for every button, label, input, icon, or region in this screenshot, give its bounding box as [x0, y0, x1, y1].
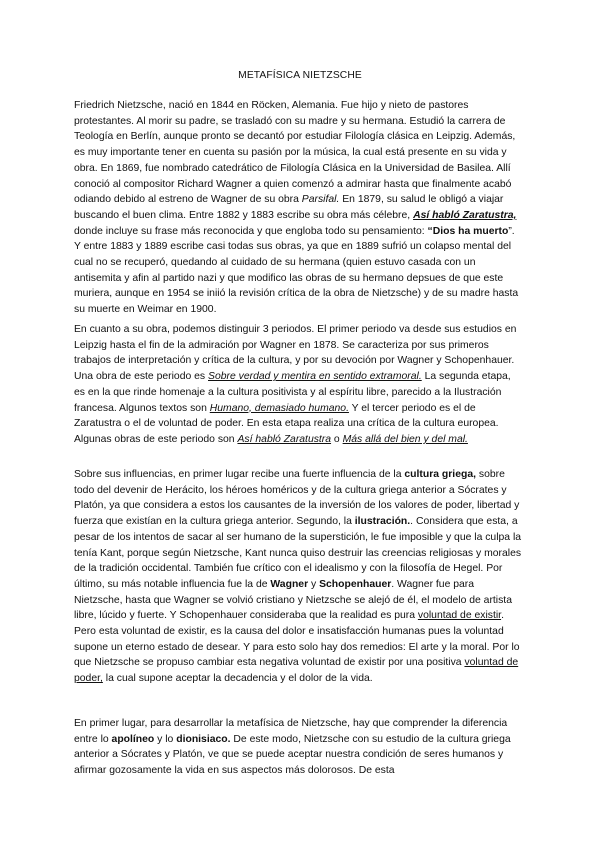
biography-text-3: donde incluye su frase más reconocida y que engloba todo su pensamiento: — [74, 225, 428, 237]
influences-text-7: la cual supone aceptar la decadencia y el dolor de la vida. — [102, 673, 373, 685]
influences-text-5: . Wagner fue para Nietzsche, hasta que Wagner se volvió cristiano y Nietzsche se alejó de él, el modelo de artista libre, lúcido y fuerte. Y Schopenhauer consideraba que la realidad es pura — [74, 578, 512, 622]
zaratustra-title: Así habló Zaratustra, — [413, 209, 517, 221]
periods-text-4: o — [331, 433, 343, 445]
influences-text-1: Sobre sus influencias, en primer lugar recibe una fuerte influencia de la — [74, 469, 405, 480]
biography-text-1: Friedrich Nietzsche, nació en 1844 en Röcken, Alemania. Fue hijo y nieto de pastores protestantes. Al morir su padre, se trasladó con su madre y su hermana. Estudió la carrera de Teología en Berlín, aunque pronto se decantó por estudiar Filología clásica en Leipzig. Además, es muy importante tener en cuenta su pasión por la música, la cual está presente en su vida y obra. En 1869, fue nombrado catedrático de Filología Clásica en la Universidad de Basilea. Allí conoció al compositor Richard Wagner a quien comenzó a admirar hasta que finalmente acabó odiando debido al estreno de Wagner de su obra — [74, 100, 516, 206]
paragraph-metaphysics — [74, 716, 524, 779]
metaphysics-text-3: De este modo, Nietzsche con su estudio de la cultura griega anterior a Sócrates y Platón, ve que se puede aceptar nuestra condición de seres humanos y afirmar gozosamente la vida en sus aspectos más dolorosos. De esta — [74, 733, 511, 777]
term-cultura-griega: cultura griega, — [404, 469, 476, 480]
term-voluntad-de-poder: voluntad de poder, — [74, 657, 519, 685]
paragraph-biography — [74, 98, 524, 318]
document-title: METAFÍSICA NIETZSCHE — [238, 70, 362, 81]
work-asi-hablo-zaratustra: Así habló Zaratustra — [237, 433, 332, 445]
metaphysics-text-1: En primer lugar, para desarrollar la metafísica de Nietzsche, hay que comprender la diferencia entre lo — [74, 718, 508, 745]
influences-text-6: . Pero esta voluntad de existir, es la causa del dolor e insatisfacción humanas pues la voluntad supone un eterno estado de desear. Y para esto solo hay dos remedios: El arte y la moral. Por lo que Nietzsche se propuso cambiar esta negativa voluntad de existir por una positiva — [74, 610, 520, 669]
term-dionisiaco: dionisiaco. — [176, 733, 231, 745]
biography-text-4: ”. Y entre 1883 y 1889 escribe casi todas sus obras, ya que en 1889 sufrió un colapso mental del cual no se recuperó, quedando al cuidado de su hermana (quien estuvo casada con un antisemita y afin al partido nazi y que modifico las obras de su hermano depsues de que este muriera, aunque en 1954 se iniió la revisión crítica de la obra de Nietzsche) y de su madre hasta su muerte en Weimar en 1900. — [74, 225, 519, 316]
biography-text-2: En 1879, su salud le obligó a viajar buscando el buen clima. Entre 1882 y 1883 escribe su obra más célebre, — [74, 194, 504, 221]
periods-text-3: Y el tercer periodo es el de Zaratustra o el de voluntad de poder. En esta etapa realiza una crítica de la cultura europea. Algunas obras de este periodo son — [74, 402, 499, 445]
term-voluntad-de-existir: voluntad de existir — [417, 610, 502, 622]
periods-text-1: En cuanto a su obra, podemos distinguir 3 periodos. El primer periodo va desde sus estudios en Leipzig hasta el fin de la admiración por Wagner en 1878. Se caracteriza por sus primeros trabajos de interpretación y crítica de la cultura, y por su devoción por Wagner y Schopenhauer. Una obra de este periodo es — [74, 324, 517, 383]
periods-text-2: La segunda etapa, es en la que rinde homenaje a la cultura positivista y al espíritu libre, parecido a la Ilustración francesa. Algunos textos son — [74, 371, 511, 414]
dios-ha-muerto-quote: “Dios ha muerto — [427, 225, 509, 237]
work-humano-demasiado-humano: Humano, demasiado humano. — [209, 402, 349, 414]
paragraph-periods — [74, 322, 524, 448]
term-schopenhauer: Schopenhauer — [319, 578, 392, 590]
influences-text-2: sobre todo del devenir de Herácito, los héroes homéricos y de la cultura griega anterior a Sócrates y Platón, ya que considera a estos los causantes de la inversión de los valores de poder, libertad y fuerza que existían en la cultura griega anterior. Segundo, la — [74, 469, 520, 528]
metaphysics-text-2: y lo — [154, 733, 177, 745]
term-apolineo: apolíneo — [111, 733, 155, 745]
parsifal-title: Parsifal. — [301, 194, 340, 206]
influences-text-3: . Considera que esta, a pesar de los intentos de sacar al ser humano de la superstición, le fue imposible y que la culpa la tenía Kant, porque según Nietzsche, Kant nunca quiso destruir las creencias religiosas y morales de la tradición occidental. También fue crítico con el idealismo y con la filosofía de Hegel. Por último, su más notable influencia fue la de — [74, 516, 522, 590]
paragraph-influences — [74, 467, 524, 687]
term-ilustracion: ilustración. — [354, 516, 411, 528]
term-wagner: Wagner — [270, 578, 309, 590]
work-mas-alla-del-bien: Más allá del bien y del mal. — [342, 433, 468, 445]
influences-text-4: y — [308, 578, 320, 590]
work-sobre-verdad: Sobre verdad y mentira en sentido extramoral. — [208, 371, 422, 383]
